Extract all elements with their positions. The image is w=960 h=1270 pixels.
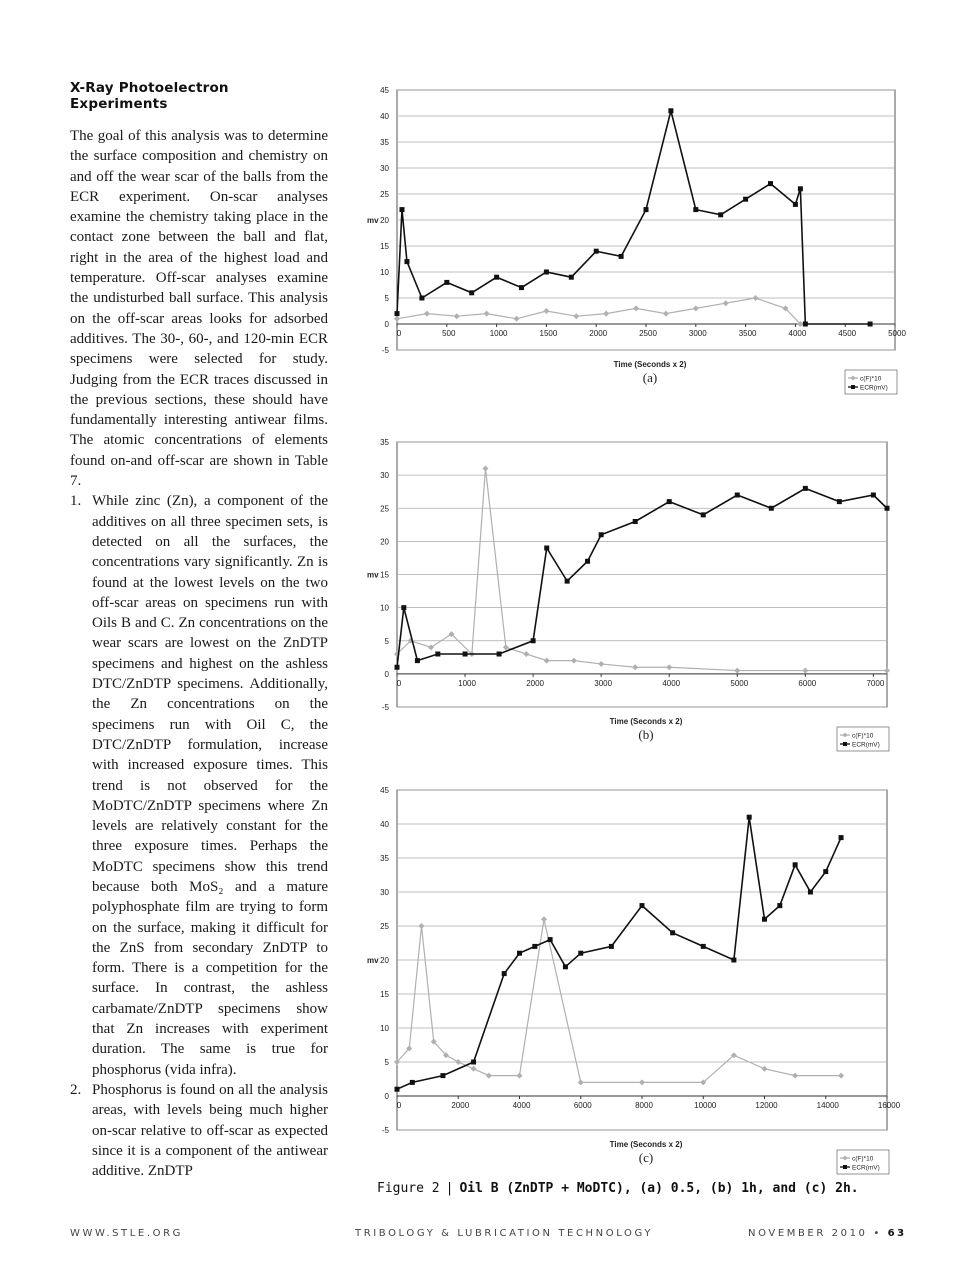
panel-label: (a) [642,370,658,385]
chart-panel-b [355,432,895,757]
data-point [599,532,604,537]
y-tick-label: 15 [380,990,389,999]
list-item [70,491,328,1080]
footer-journal: TRIBOLOGY & LUBRICATION TECHNOLOGY [355,1228,654,1239]
x-tick-label: 2000 [526,678,545,688]
data-point [718,212,723,217]
legend-entry: c(F)*10 [860,375,882,383]
data-point [435,652,440,657]
footer-issue-date: NOVEMBER 2010 [748,1228,868,1239]
panel-label: (c) [638,1150,654,1165]
data-point [768,181,773,186]
x-tick-label: 4500 [838,329,857,338]
data-point [803,486,808,491]
data-point [619,254,624,259]
data-point [837,499,842,504]
data-point [471,1060,476,1065]
data-point [519,285,524,290]
legend-entry: ECR(mV) [852,1164,880,1172]
x-tick-label: 5000 [730,678,749,688]
data-point [701,512,706,517]
y-tick-label: 10 [380,603,389,613]
chart-svg [355,780,901,1175]
y-tick-label: -5 [381,346,389,355]
x-tick-label: 2500 [639,329,657,338]
data-point [401,605,406,610]
x-tick-label: 0 [396,1101,402,1110]
intro-paragraph: The goal of this analysis was to determine the surface composition and chemistry on and off the wear scar of the balls from the ECR experiment. On-scar analyses examine the chemistry taking place in the contact zone between the ball and flat, right in the area of the highest load and temperature. Off-scar analyses examine the undisturbed ball surface. This analysis on the off-scar areas looks for adsorbed additives. The 30-, 60-, and 120-min ECR specimens were selected for study. Judging from the ECR traces discussed in the previous sections, these should have fundamentally interesting antiwear films. The atomic concentrations of elements found on-and off-scar are shown in Table 7. [70,128,328,490]
x-tick-label: 1500 [539,329,558,338]
x-axis-label: Time (Seconds x 2) [609,717,683,726]
y-tick-label: 30 [380,471,389,481]
list-item-text: Phosphorus is found on all the analysis areas, with levels being much higher on-scar relative to off-scar as expected since it is a component of the antiwear additive. ZnDTP [92,1081,328,1180]
x-axis-label: Time (Seconds x 2) [609,1140,683,1149]
x-tick-label: 4000 [788,329,807,338]
y-tick-label: 35 [380,438,389,447]
data-point [395,1087,400,1092]
data-point [808,890,813,895]
y-tick-label: 25 [380,504,389,514]
data-point [885,506,890,511]
y-tick-label: 20 [380,956,389,965]
data-point [823,869,828,874]
list-item-number: 1. [70,493,82,510]
data-point [868,322,873,327]
data-point [469,290,474,295]
legend-marker [851,385,855,389]
legend-marker [843,742,847,746]
y-tick-label: 20 [380,216,389,225]
data-point [793,202,798,207]
chart-svg [355,432,895,757]
x-tick-label: 3500 [738,329,757,338]
x-tick-label: 3000 [688,329,707,338]
data-point [544,270,549,275]
list-item-number: 2. [70,1081,82,1098]
x-tick-label: 6000 [798,678,817,688]
data-point [594,249,599,254]
panel-label: (b) [638,727,654,742]
data-point [444,280,449,285]
y-tick-label: 10 [380,1024,389,1033]
legend-entry: c(F)*10 [852,1155,874,1163]
data-point [644,207,649,212]
y-tick-label: 5 [384,636,389,646]
y-axis-label: mv [367,216,379,225]
legend-entry: c(F)*10 [852,732,874,740]
data-point [399,207,404,212]
x-tick-label: 10000 [694,1101,717,1110]
chart-svg [355,80,906,405]
section-title: X-Ray Photoelectron Experiments [70,80,229,112]
y-tick-label: 15 [380,242,389,251]
x-tick-label: 12000 [755,1101,778,1110]
data-point [494,275,499,280]
data-point [419,296,424,301]
data-point [544,546,549,551]
y-axis-label: mv [367,956,379,965]
x-tick-label: 0 [396,329,402,338]
data-point [640,903,645,908]
data-point [731,958,736,963]
y-tick-label: 45 [380,86,389,95]
data-point [743,197,748,202]
y-tick-label: -5 [381,703,389,712]
data-point [517,951,522,956]
legend-marker [843,1165,847,1169]
y-tick-label: 20 [380,537,389,547]
y-tick-label: 35 [380,854,389,863]
x-tick-label: 4000 [662,678,681,688]
data-point [569,275,574,280]
data-point [565,579,570,584]
x-tick-label: 8000 [635,1101,653,1110]
footer-issue [748,1228,907,1239]
y-tick-label: 25 [380,190,389,199]
x-tick-label: 5000 [888,329,906,338]
data-point [670,930,675,935]
y-tick-label: 0 [384,1092,389,1101]
y-tick-label: 30 [380,164,389,173]
x-tick-label: 7000 [866,678,885,688]
data-point [803,322,808,327]
data-point [747,815,752,820]
data-point [668,108,673,113]
x-tick-label: 2000 [589,329,608,338]
y-tick-label: 40 [380,820,389,829]
data-point [762,917,767,922]
x-tick-label: 1000 [458,678,476,688]
y-tick-label: 10 [380,268,389,277]
data-point [839,835,844,840]
data-point [532,944,537,949]
data-point [548,937,553,942]
data-point [609,944,614,949]
x-tick-label: 500 [442,329,456,338]
data-point [404,259,409,264]
x-tick-label: 1000 [489,329,508,338]
data-point [497,652,502,657]
data-point [395,311,400,316]
data-point [563,964,568,969]
caption-text: Oil B (ZnDTP + MoDTC), (a) 0.5, (b) 1h, and (c) 2h. [459,1181,859,1196]
y-tick-label: 5 [384,1058,389,1067]
data-point [735,493,740,498]
x-tick-label: 3000 [594,678,613,688]
data-point [793,862,798,867]
y-tick-label: 5 [384,294,389,303]
x-tick-label: 6000 [573,1101,592,1110]
list-item [70,1080,328,1181]
y-tick-label: 35 [380,138,389,147]
data-point [777,903,782,908]
article-text-column [70,80,328,1181]
data-point [693,207,698,212]
x-tick-label: 2000 [451,1101,470,1110]
data-point [463,652,468,657]
x-tick-label: 4000 [512,1101,531,1110]
chart-panel-a [355,80,906,405]
data-point [578,951,583,956]
x-tick-label: 16000 [877,1101,901,1110]
data-point [395,665,400,670]
y-tick-label: 25 [380,922,389,931]
y-axis-label: mv [367,570,379,580]
page-number: 63 [887,1228,907,1239]
data-point [502,971,507,976]
data-point [410,1080,415,1085]
data-point [531,638,536,643]
list-item-text: While zinc (Zn), a component of the additives on all three specimen sets, is detected on all the surfaces, the concentrations vary significantly. Zn is found at the lowest levels on the two off-scar areas on specimens run with Oils B and C. Zn concentrations on the wear scars are lowest on the ZnDTP specimens and highest on the ashless DTC/ZnDTP specimens. Additionally, the Zn concentrations on the specimens run with Oil C, the DTC/ZnDTP formulation, increase with increased exposure times. This trend is not observed for the MoDTC/ZnDTP specimens where Zn levels are relatively constant for the three exposure times. Perhaps the MoDTC specimens show this trend because both MoS₂ and a mature polyphosphate film are trying to form on the surface, making it difficult for the ZnS from secondary ZnDTP to form. There is a competition for the surface. In contrast, the ashless carbamate/ZnDTP specimens show that Zn increases with experiment duration. The same is true for phosphorus (vida infra). [92,493,328,1078]
footer-bullet: • [873,1228,882,1239]
numbered-list [70,491,328,1181]
data-point [871,493,876,498]
data-point [798,186,803,191]
x-tick-label: 14000 [816,1101,839,1110]
x-tick-label: 0 [396,678,402,688]
footer-website: WWW.STLE.ORG [70,1228,183,1239]
figure-label: Figure 2 [377,1181,440,1196]
x-axis-label: Time (Seconds x 2) [613,360,687,369]
data-point [769,506,774,511]
legend-entry: ECR(mV) [860,384,888,392]
y-tick-label: -5 [381,1126,389,1135]
y-tick-label: 15 [380,570,389,580]
legend-entry: ECR(mV) [852,741,880,749]
y-tick-label: 45 [380,786,389,795]
data-point [585,559,590,564]
y-tick-label: 0 [384,669,389,679]
y-tick-label: 30 [380,888,389,897]
data-point [701,944,706,949]
y-tick-label: 40 [380,112,389,121]
data-point [415,658,420,663]
figure-caption [377,1181,859,1196]
caption-separator: | [445,1181,454,1196]
data-point [667,499,672,504]
data-point [440,1073,445,1078]
chart-panel-c [355,780,901,1175]
data-point [633,519,638,524]
y-tick-label: 0 [384,320,389,329]
